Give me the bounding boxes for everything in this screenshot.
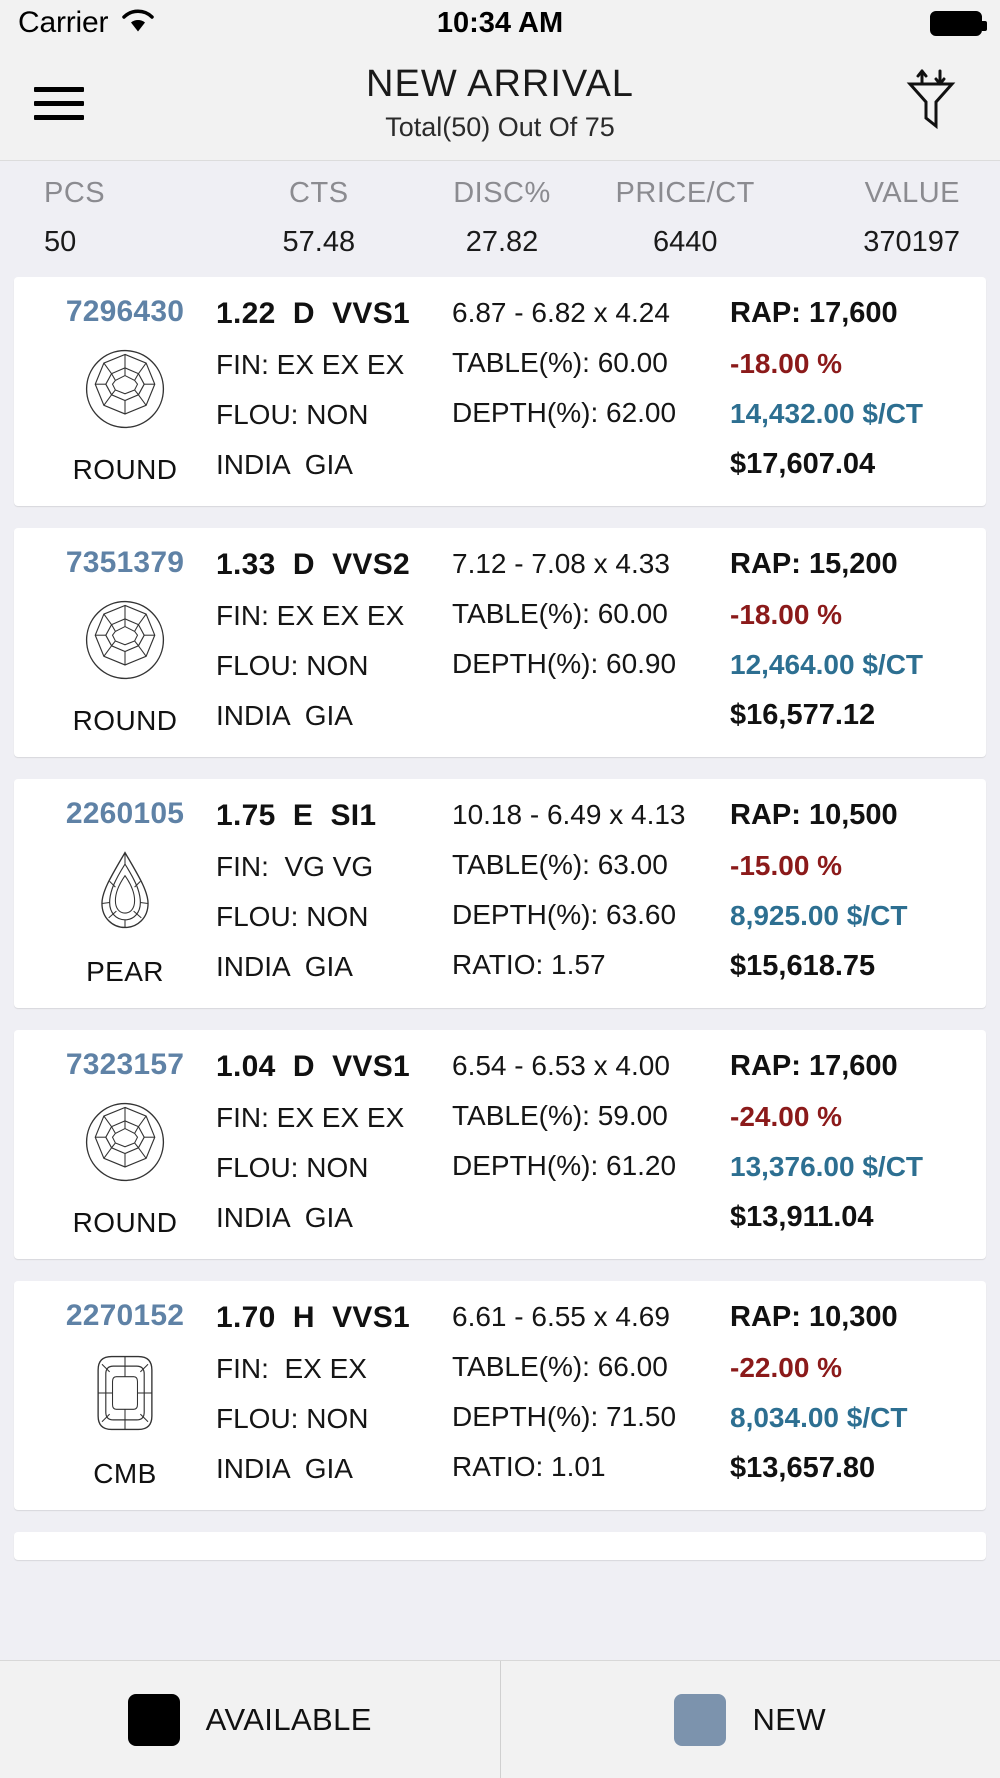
stone-depth: DEPTH(%): 60.90: [452, 648, 677, 679]
legend-item-available[interactable]: [0, 1661, 500, 1778]
pear-diamond-icon: [77, 843, 173, 944]
carrier-label: Carrier: [18, 6, 109, 39]
battery-full-icon: [930, 11, 982, 36]
stone-fluorescence: FLOU: NON: [216, 650, 369, 681]
stone-discount: -22.00 %: [730, 1352, 843, 1383]
stone-fluorescence: FLOU: NON: [216, 399, 369, 430]
summary-strip: [0, 161, 1000, 277]
stone-spec: [216, 295, 452, 486]
summary-header-row: [0, 177, 1000, 210]
stone-total-value: $13,911.04: [730, 1201, 874, 1233]
round-diamond-icon: [77, 341, 173, 442]
stone-total-value: $15,618.75: [730, 950, 876, 982]
stone-finish: FIN: VG VG: [216, 851, 374, 882]
stone-identity: [34, 1048, 216, 1239]
stone-identity: [34, 546, 216, 737]
navigation-bar: [0, 46, 1000, 161]
summary-header-cts: CTS: [289, 177, 349, 209]
stone-depth: DEPTH(%): 63.60: [452, 899, 677, 930]
stone-list[interactable]: [0, 277, 1000, 1510]
legend-item-new[interactable]: [500, 1661, 1000, 1778]
stone-price-per-ct: 12,464.00 $/CT: [730, 649, 924, 680]
stone-shape: CMB: [93, 1458, 157, 1489]
stone-ratio: RATIO: 1.57: [452, 949, 606, 980]
stone-dimensions: 6.61 - 6.55 x 4.69: [452, 1301, 670, 1332]
stone-origin-lab: INDIA GIA: [216, 449, 353, 480]
stone-discount: -18.00 %: [730, 599, 843, 630]
stone-origin-lab: INDIA GIA: [216, 1202, 353, 1233]
status-bar: [0, 0, 1000, 46]
stone-table: TABLE(%): 63.00: [452, 849, 668, 880]
stone-pricing: [722, 546, 966, 737]
stone-shape: ROUND: [72, 705, 178, 736]
stone-carat-color-clarity: 1.75 E SI1: [216, 799, 377, 832]
stone-fluorescence: FLOU: NON: [216, 901, 369, 932]
stone-shape: ROUND: [72, 1207, 178, 1238]
stone-discount: -18.00 %: [730, 348, 843, 379]
stone-spec: [216, 797, 452, 988]
stone-finish: FIN: EX EX EX: [216, 349, 405, 380]
stone-total-value: $13,657.80: [730, 1452, 876, 1484]
summary-value-price-ct: 6440: [652, 226, 718, 258]
stone-rap: RAP: 15,200: [730, 548, 898, 580]
stone-total-value: $17,607.04: [730, 448, 876, 480]
stone-number[interactable]: 7296430: [65, 295, 185, 328]
stone-measurements: [452, 1048, 722, 1239]
list-item[interactable]: [14, 779, 986, 1008]
summary-header-disc: DISC%: [453, 177, 551, 209]
stone-price-per-ct: 13,376.00 $/CT: [730, 1151, 924, 1182]
stone-pricing: [722, 797, 966, 988]
stone-total-value: $16,577.12: [730, 699, 876, 731]
stone-spec: [216, 546, 452, 737]
legend-bar: [0, 1660, 1000, 1778]
stone-price-per-ct: 8,925.00 $/CT: [730, 900, 908, 931]
stone-carat-color-clarity: 1.22 D VVS1: [216, 297, 411, 330]
stone-pricing: [722, 1299, 966, 1490]
stone-shape: ROUND: [72, 454, 178, 485]
stone-identity: [34, 295, 216, 486]
available-color-swatch: [128, 1694, 180, 1746]
list-item[interactable]: [14, 528, 986, 757]
stone-measurements: [452, 295, 722, 486]
page-title: NEW ARRIVAL: [366, 63, 634, 105]
stone-discount: -15.00 %: [730, 850, 843, 881]
stone-origin-lab: INDIA GIA: [216, 1453, 353, 1484]
legend-label-available: AVAILABLE: [205, 1701, 372, 1737]
list-item-partial[interactable]: [14, 1532, 986, 1560]
summary-value-value: 370197: [863, 226, 961, 258]
summary-header-price-ct: PRICE/CT: [615, 177, 755, 209]
stone-table: TABLE(%): 60.00: [452, 347, 668, 378]
status-bar-right: [930, 11, 982, 36]
stone-dimensions: 10.18 - 6.49 x 4.13: [452, 799, 686, 830]
stone-finish: FIN: EX EX EX: [216, 1102, 405, 1133]
stone-dimensions: 6.54 - 6.53 x 4.00: [452, 1050, 670, 1081]
stone-depth: DEPTH(%): 62.00: [452, 397, 677, 428]
clock-label: 10:34 AM: [436, 6, 564, 39]
page-subtitle: Total(50) Out Of 75: [385, 112, 615, 142]
stone-number[interactable]: 7323157: [65, 1048, 185, 1081]
stone-shape: PEAR: [86, 956, 164, 987]
stone-rap: RAP: 17,600: [730, 297, 898, 329]
stone-origin-lab: INDIA GIA: [216, 951, 353, 982]
summary-header-pcs: PCS: [44, 177, 106, 209]
stone-carat-color-clarity: 1.04 D VVS1: [216, 1050, 411, 1083]
list-item[interactable]: [14, 1030, 986, 1259]
stone-fluorescence: FLOU: NON: [216, 1152, 369, 1183]
legend-label-new: NEW: [752, 1701, 827, 1737]
cushion-diamond-icon: [77, 1345, 173, 1446]
list-item[interactable]: [14, 277, 986, 506]
stone-depth: DEPTH(%): 71.50: [452, 1401, 677, 1432]
stone-carat-color-clarity: 1.70 H VVS1: [216, 1301, 411, 1334]
stone-pricing: [722, 1048, 966, 1239]
summary-value-pcs: 50: [44, 226, 77, 258]
stone-identity: [34, 797, 216, 988]
stone-dimensions: 7.12 - 7.08 x 4.33: [452, 548, 670, 579]
stone-dimensions: 6.87 - 6.82 x 4.24: [452, 297, 670, 328]
list-item[interactable]: [14, 1281, 986, 1510]
stone-table: TABLE(%): 59.00: [452, 1100, 668, 1131]
stone-number[interactable]: 2260105: [65, 797, 185, 830]
stone-carat-color-clarity: 1.33 D VVS2: [216, 548, 411, 581]
stone-depth: DEPTH(%): 61.20: [452, 1150, 677, 1181]
stone-pricing: [722, 295, 966, 486]
sort-filter-icon[interactable]: [896, 68, 966, 139]
stone-table: TABLE(%): 66.00: [452, 1351, 668, 1382]
stone-ratio: RATIO: 1.01: [452, 1451, 606, 1482]
stone-fluorescence: FLOU: NON: [216, 1403, 369, 1434]
stone-measurements: [452, 1299, 722, 1490]
stone-measurements: [452, 546, 722, 737]
summary-value-cts: 57.48: [282, 226, 356, 258]
stone-origin-lab: INDIA GIA: [216, 700, 353, 731]
hamburger-menu-icon[interactable]: [34, 78, 84, 129]
stone-finish: FIN: EX EX: [216, 1353, 367, 1384]
stone-rap: RAP: 10,500: [730, 799, 898, 831]
summary-value-row: [0, 210, 1000, 259]
round-diamond-icon: [77, 592, 173, 693]
nav-title-group: [0, 63, 1000, 143]
stone-number[interactable]: 2270152: [65, 1299, 185, 1332]
stone-spec: [216, 1048, 452, 1239]
new-color-swatch: [674, 1694, 726, 1746]
stone-finish: FIN: EX EX EX: [216, 600, 405, 631]
stone-number[interactable]: 7351379: [65, 546, 185, 579]
stone-price-per-ct: 8,034.00 $/CT: [730, 1402, 908, 1433]
stone-rap: RAP: 17,600: [730, 1050, 898, 1082]
summary-header-value: VALUE: [864, 177, 961, 209]
stone-spec: [216, 1299, 452, 1490]
round-diamond-icon: [77, 1094, 173, 1195]
stone-table: TABLE(%): 60.00: [452, 598, 668, 629]
stone-discount: -24.00 %: [730, 1101, 843, 1132]
stone-measurements: [452, 797, 722, 988]
stone-identity: [34, 1299, 216, 1490]
stone-price-per-ct: 14,432.00 $/CT: [730, 398, 924, 429]
summary-value-disc: 27.82: [465, 226, 539, 258]
stone-rap: RAP: 10,300: [730, 1301, 898, 1333]
